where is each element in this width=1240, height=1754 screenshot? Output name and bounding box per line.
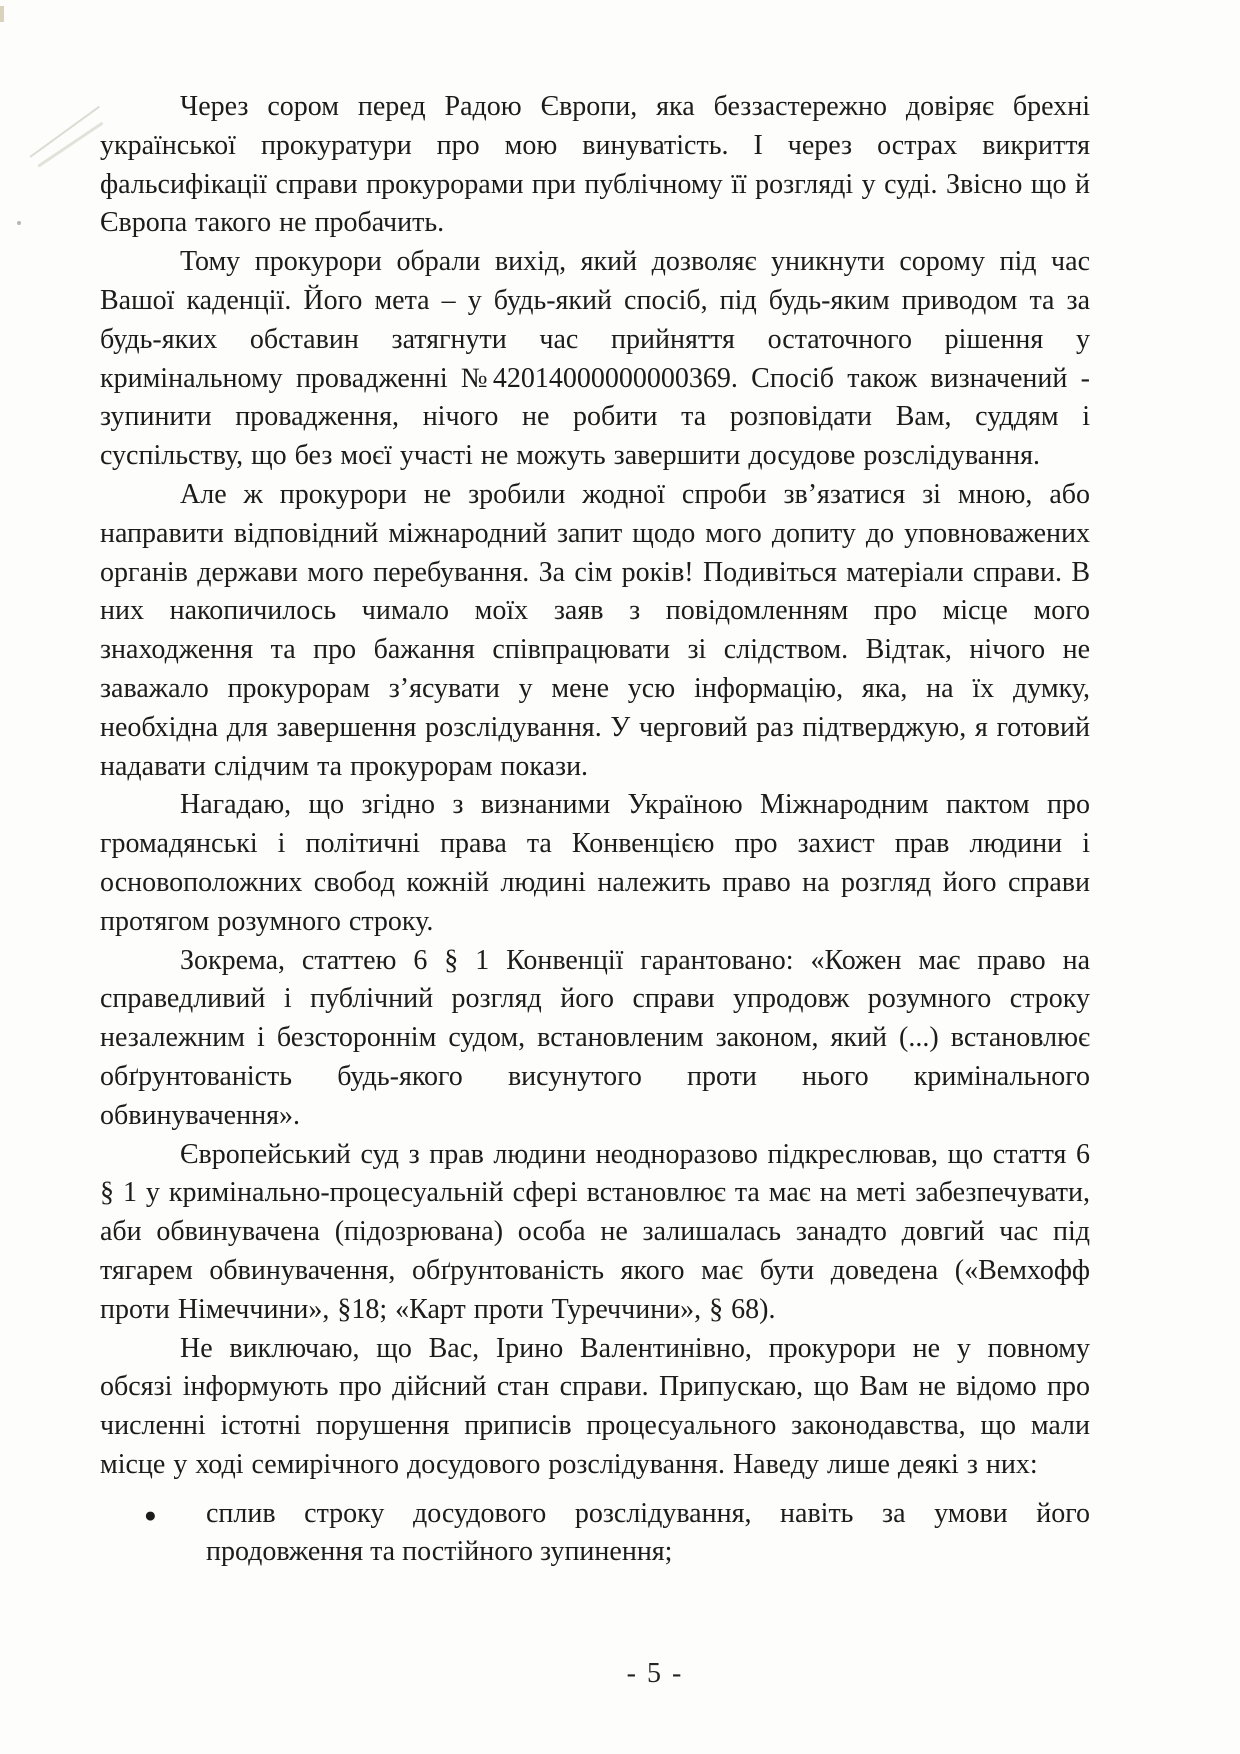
paragraph-covenant-convention: Нагадаю, що згідно з визнаними Україною Міжнародним пактом про громадянські і політичні права та Конвенцією про захист прав людини і основоположних свобод кожній людині належить право на розгляд його справи протягом розумного строку. <box>100 789 1090 937</box>
paragraph-prosecutors-tactic: Тому прокурори обрали вихід, який дозволяє уникнути сорому під час Вашої каденції. Його мета – у будь-який спосіб, під будь-яким приводом та за будь-яких обставин затягнути час прийняття остаточного рішення у кримінальному провадженні №42014000000000369. Спосіб також визначений - зупинити провадження, нічого не робити та розповідати Вам, суддям і суспільству, що без моєї участі не можуть завершити досудове розслідування. <box>100 246 1090 472</box>
scan-speck-artifact <box>17 221 21 225</box>
page-number: - 5 - <box>626 1658 684 1689</box>
letter-body <box>100 88 1090 1572</box>
paragraph-address-to-iryna: Не виключаю, що Вас, Ірино Валентинівно, прокурори не у повному обсязі інформують про дійсний стан справи. Припускаю, що Вам не відомо про численні істотні порушення приписів процесуального законодавства, що мали місце у ході семирічного досудового розслідування. Наведу лише деякі з них: <box>100 1332 1090 1480</box>
paragraph-echr-position: Європейський суд з прав людини неодноразово підкреслював, що стаття 6 § 1 у кримінально-процесуальній сфері встановлює та має на меті забезпечувати, аби обвинувачена (підозрювана) особа не залишалась занадто довгий час під тягарем обвинувачення, обґрунтованість якого має бути доведена («Вемхофф проти Німеччини», §18; «Карт проти Туреччини», § 68). <box>100 1138 1090 1325</box>
paragraph-shame-before-council: Через сором перед Радою Європи, яка беззастережно довіряє брехні української прокуратури про мою винуватість. І через острах викриття фальсифікації справи прокурорами при публічному її розгляді у суді. Звісно що й Європа такого не пробачить. <box>100 91 1090 239</box>
scan-edge-artifact <box>0 6 4 22</box>
bullet-item-text: сплив строку досудового розслідування, навіть за умови його продовження та постійного зупинення; <box>206 1497 1090 1568</box>
paragraph-no-contact-attempts: Але ж прокурори не зробили жодної спроби зв’язатися зі мною, або направити відповідний міжнародний запит щодо мого допиту до уповноважених органів держави мого перебування. За сім років! Подивіться матеріали справи. В них накопичилось чимало моїх заяв з повідомленням про місце мого знаходження та про бажання співпрацювати зі слідством. Відтак, нічого не заважало прокурорам з’ясувати у мене усю інформацію, яка, на їх думку, необхідна для завершення розслідування. У черговий раз підтверджую, я готовий надавати слідчим та прокурорам покази. <box>100 478 1090 782</box>
bullet-icon: ● <box>144 1502 157 1527</box>
paragraph-article-6-quote: Зокрема, статтею 6 § 1 Конвенції гарантовано: «Кожен має право на справедливий і публічний розгляд його справи упродовж розумного строку незалежним і безстороннім судом, встановленим законом, який (...) встановлює обґрунтованість будь-якого висунутого проти нього кримінального обвинувачення». <box>100 944 1090 1131</box>
bullet-item <box>100 1495 1090 1573</box>
